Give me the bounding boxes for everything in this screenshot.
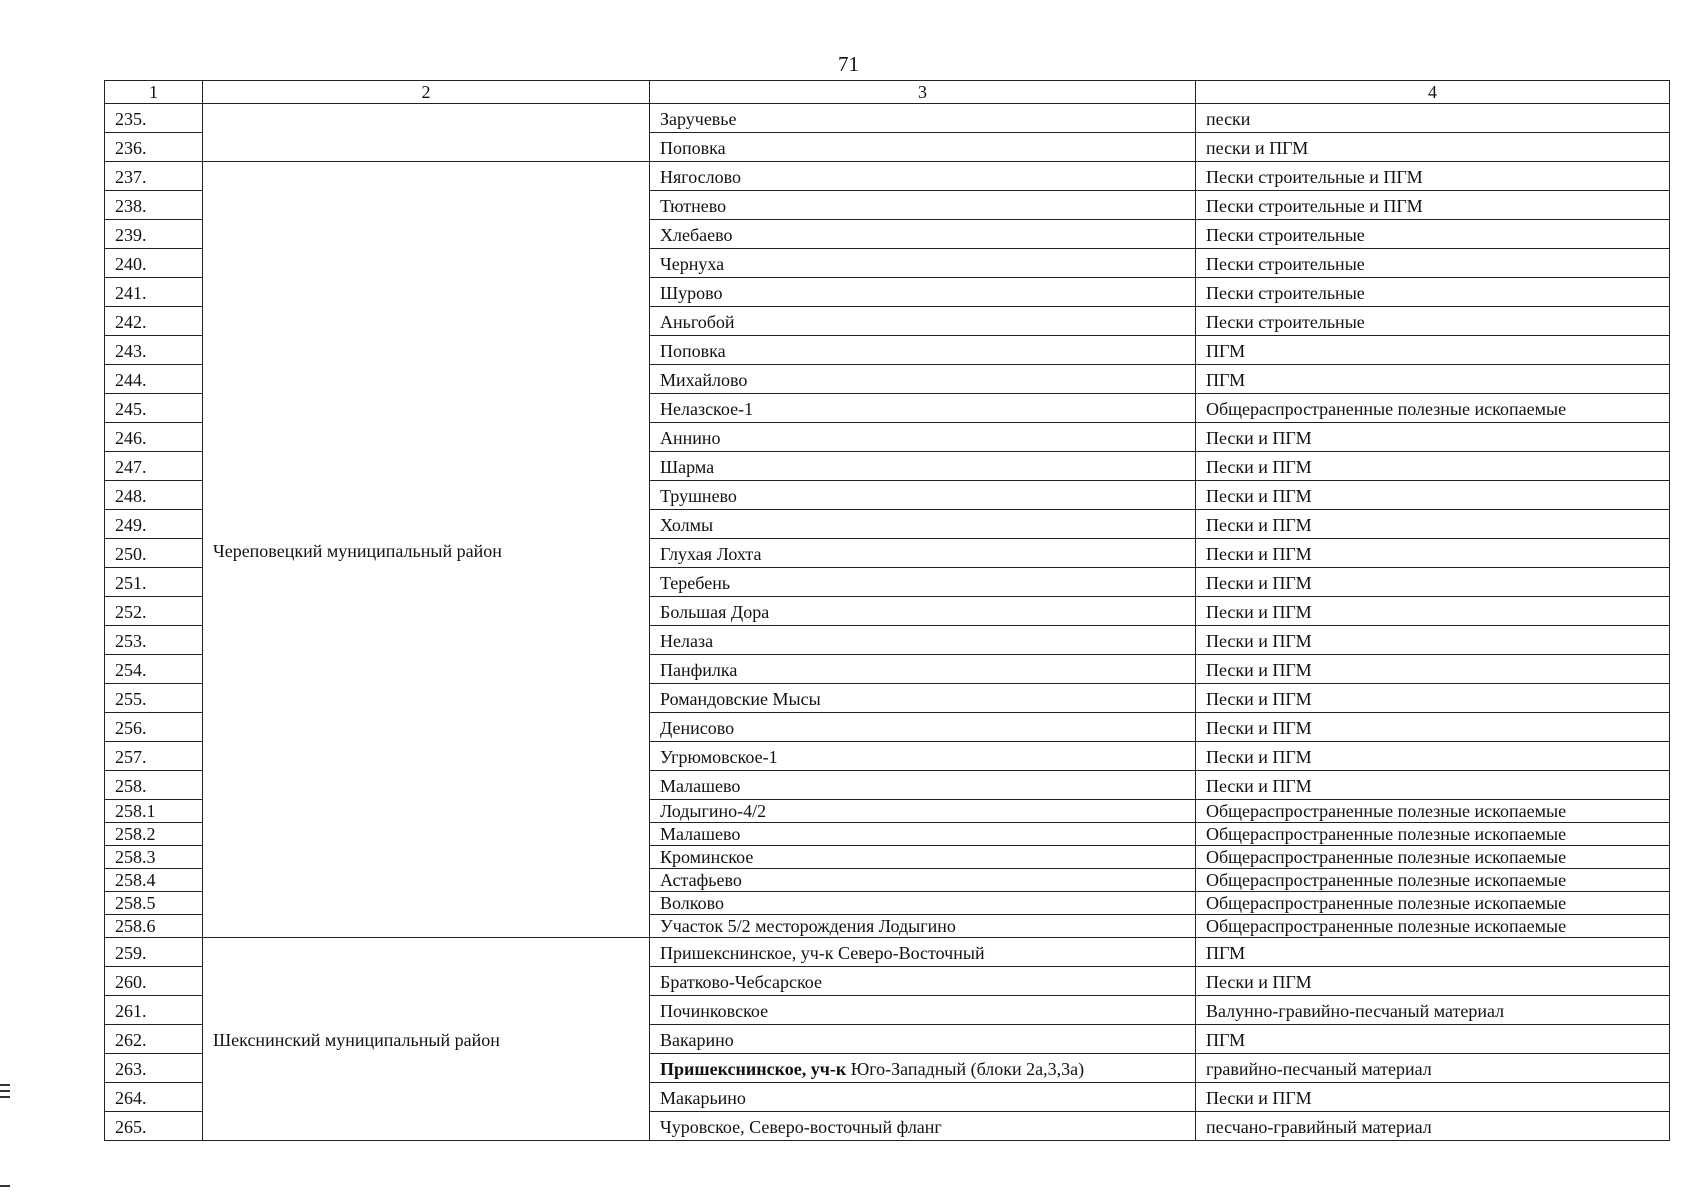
row-number: 235.	[105, 104, 203, 133]
district-cell: Череповецкий муниципальный район	[203, 162, 650, 938]
mineral-type: Общераспространенные полезные ископаемые	[1196, 892, 1670, 915]
row-number: 254.	[105, 655, 203, 684]
scan-artifact-mark	[0, 1185, 10, 1187]
deposit-name: Поповка	[650, 336, 1196, 365]
column-header: 1	[105, 81, 203, 104]
row-number: 263.	[105, 1054, 203, 1083]
deposit-name: Денисово	[650, 713, 1196, 742]
mineral-type: Пески и ПГМ	[1196, 539, 1670, 568]
mineral-type: Пески и ПГМ	[1196, 568, 1670, 597]
row-number: 256.	[105, 713, 203, 742]
mineral-type: ПГМ	[1196, 1025, 1670, 1054]
row-number: 253.	[105, 626, 203, 655]
row-number: 238.	[105, 191, 203, 220]
deposit-name: Нягослово	[650, 162, 1196, 191]
row-number: 247.	[105, 452, 203, 481]
row-number: 248.	[105, 481, 203, 510]
deposit-name-bold-part: Пришекснинское, уч-к	[660, 1059, 847, 1079]
mineral-type: Пески и ПГМ	[1196, 713, 1670, 742]
deposit-name: Теребень	[650, 568, 1196, 597]
mineral-type: Пески и ПГМ	[1196, 655, 1670, 684]
deposit-name: Малашево	[650, 771, 1196, 800]
mineral-type: Общераспространенные полезные ископаемые	[1196, 800, 1670, 823]
mineral-type: Валунно-гравийно-песчаный материал	[1196, 996, 1670, 1025]
row-number: 258.4	[105, 869, 203, 892]
deposit-name: Малашево	[650, 823, 1196, 846]
deposit-name: Аннино	[650, 423, 1196, 452]
mineral-type: Пески и ПГМ	[1196, 597, 1670, 626]
deposit-name: Заручевье	[650, 104, 1196, 133]
table-body	[105, 104, 1670, 1141]
mineral-type: Пески и ПГМ	[1196, 771, 1670, 800]
mineral-type: Общераспространенные полезные ископаемые	[1196, 846, 1670, 869]
column-header: 2	[203, 81, 650, 104]
row-number: 250.	[105, 539, 203, 568]
mineral-type: Пески и ПГМ	[1196, 452, 1670, 481]
row-number: 262.	[105, 1025, 203, 1054]
mineral-type: Пески и ПГМ	[1196, 742, 1670, 771]
mineral-type: Общераспространенные полезные ископаемые	[1196, 869, 1670, 892]
row-number: 244.	[105, 365, 203, 394]
deposit-name: Большая Дора	[650, 597, 1196, 626]
row-number: 251.	[105, 568, 203, 597]
mineral-type: пески и ПГМ	[1196, 133, 1670, 162]
page-number: 71	[838, 52, 859, 76]
mineral-type: Общераспространенные полезные ископаемые	[1196, 394, 1670, 423]
column-header: 3	[650, 81, 1196, 104]
deposit-name: Панфилка	[650, 655, 1196, 684]
row-number: 241.	[105, 278, 203, 307]
row-number: 258.5	[105, 892, 203, 915]
row-number: 258.6	[105, 915, 203, 938]
mineral-type: Пески и ПГМ	[1196, 481, 1670, 510]
row-number: 240.	[105, 249, 203, 278]
row-number: 260.	[105, 967, 203, 996]
deposit-name: Михайлово	[650, 365, 1196, 394]
mineral-type: песчано-гравийный материал	[1196, 1112, 1670, 1141]
deposit-name	[650, 1054, 1196, 1083]
mineral-type: Общераспространенные полезные ископаемые	[1196, 823, 1670, 846]
deposit-name: Угрюмовское-1	[650, 742, 1196, 771]
deposit-name: Глухая Лохта	[650, 539, 1196, 568]
row-number: 239.	[105, 220, 203, 249]
deposit-name: Починковское	[650, 996, 1196, 1025]
deposit-name: Поповка	[650, 133, 1196, 162]
deposit-name: Шарма	[650, 452, 1196, 481]
scan-artifact-mark	[0, 1084, 10, 1086]
table-header	[105, 81, 1670, 104]
table-row	[105, 938, 1670, 967]
mineral-type: Пески строительные и ПГМ	[1196, 191, 1670, 220]
table-row	[105, 104, 1670, 133]
mineral-type: пески	[1196, 104, 1670, 133]
deposit-name: Шурово	[650, 278, 1196, 307]
deposit-name: Нелаза	[650, 626, 1196, 655]
deposit-name: Аньгобой	[650, 307, 1196, 336]
row-number: 258.1	[105, 800, 203, 823]
row-number: 245.	[105, 394, 203, 423]
deposit-name: Чуровское, Северо-восточный фланг	[650, 1112, 1196, 1141]
row-number: 257.	[105, 742, 203, 771]
row-number: 258.2	[105, 823, 203, 846]
deposit-name: Трушнево	[650, 481, 1196, 510]
mineral-type: Пески строительные	[1196, 249, 1670, 278]
row-number: 255.	[105, 684, 203, 713]
row-number: 242.	[105, 307, 203, 336]
deposit-name: Макарьино	[650, 1083, 1196, 1112]
district-cell: Шекснинский муниципальный район	[203, 938, 650, 1141]
table-row	[105, 162, 1670, 191]
mineral-type: ПГМ	[1196, 336, 1670, 365]
row-number: 259.	[105, 938, 203, 967]
mineral-type: ПГМ	[1196, 938, 1670, 967]
deposit-name: Участок 5/2 месторождения Лодыгино	[650, 915, 1196, 938]
deposit-name: Холмы	[650, 510, 1196, 539]
deposit-name: Чернуха	[650, 249, 1196, 278]
mineral-type: ПГМ	[1196, 365, 1670, 394]
mineral-type: Пески строительные	[1196, 220, 1670, 249]
deposit-name: Нелазское-1	[650, 394, 1196, 423]
mineral-type: Пески и ПГМ	[1196, 423, 1670, 452]
mineral-type: Пески и ПГМ	[1196, 626, 1670, 655]
column-header: 4	[1196, 81, 1670, 104]
deposit-name: Вакарино	[650, 1025, 1196, 1054]
scan-artifact-mark	[0, 1096, 10, 1098]
mineral-type: Пески строительные	[1196, 278, 1670, 307]
row-number: 258.	[105, 771, 203, 800]
row-number: 261.	[105, 996, 203, 1025]
mineral-type: Пески и ПГМ	[1196, 684, 1670, 713]
row-number: 236.	[105, 133, 203, 162]
scan-artifact-mark	[0, 1090, 10, 1092]
mineral-type: Общераспространенные полезные ископаемые	[1196, 915, 1670, 938]
mineral-type: Пески строительные и ПГМ	[1196, 162, 1670, 191]
row-number: 264.	[105, 1083, 203, 1112]
mineral-type: Пески строительные	[1196, 307, 1670, 336]
deposit-name: Тютнево	[650, 191, 1196, 220]
row-number: 243.	[105, 336, 203, 365]
deposit-name: Романдовские Мысы	[650, 684, 1196, 713]
district-cell	[203, 104, 650, 162]
row-number: 246.	[105, 423, 203, 452]
mineral-type: Пески и ПГМ	[1196, 967, 1670, 996]
deposit-name-rest-part: Юго-Западный (блоки 2а,3,3а)	[846, 1059, 1085, 1079]
mineral-type: гравийно-песчаный материал	[1196, 1054, 1670, 1083]
mineral-type: Пески и ПГМ	[1196, 510, 1670, 539]
deposits-table	[104, 80, 1670, 1141]
row-number: 265.	[105, 1112, 203, 1141]
deposit-name: Кроминское	[650, 846, 1196, 869]
mineral-type: Пески и ПГМ	[1196, 1083, 1670, 1112]
deposit-name: Лодыгино-4/2	[650, 800, 1196, 823]
row-number: 249.	[105, 510, 203, 539]
deposit-name: Братково-Чебсарское	[650, 967, 1196, 996]
deposit-name: Пришекснинское, уч-к Северо-Восточный	[650, 938, 1196, 967]
deposit-name: Волково	[650, 892, 1196, 915]
deposit-name: Астафьево	[650, 869, 1196, 892]
deposit-name: Хлебаево	[650, 220, 1196, 249]
row-number: 237.	[105, 162, 203, 191]
row-number: 252.	[105, 597, 203, 626]
row-number: 258.3	[105, 846, 203, 869]
